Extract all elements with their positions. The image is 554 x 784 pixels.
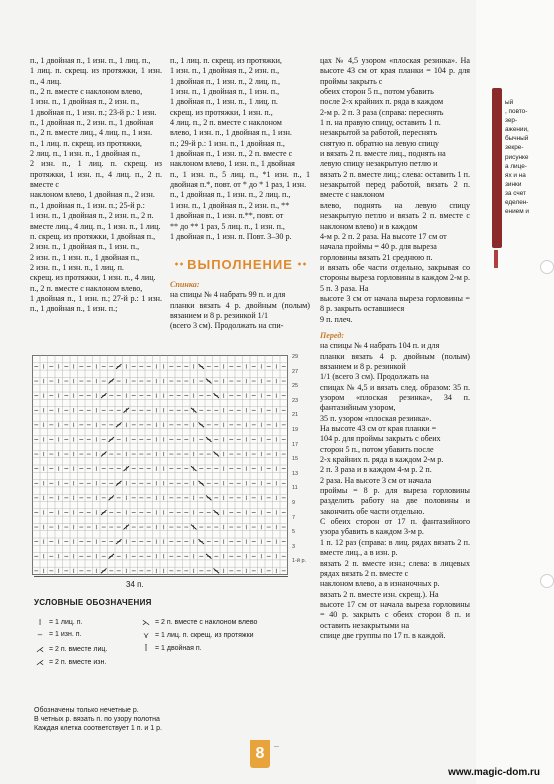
legend-text: = 1 лиц. п. bbox=[49, 619, 83, 626]
text-line: 1 двойная п., 1 изн. п., 2 п. вместе с bbox=[170, 149, 293, 159]
text-line: после 2-х крайних п. ряда в каждом bbox=[320, 97, 444, 107]
row-number-label: 25 bbox=[292, 383, 299, 390]
text-line: С обеих сторон от 17 п. фантазийного узора убавить в каждом 3-м р. bbox=[320, 517, 470, 537]
legend-symbol-icon: ⋎ bbox=[143, 631, 149, 640]
text-line: п. скрещ. из протяжки, 1 двойная п., bbox=[30, 231, 156, 241]
text-line: 1 изн. п., 1 двойная п., 2 изн. п., 2 п. bbox=[30, 211, 154, 221]
row-number-label: 15 bbox=[292, 456, 299, 463]
text-line: скрещ. из протяжки, 1 изн. п., bbox=[170, 107, 273, 117]
instructions-column-2 bbox=[170, 56, 310, 242]
text-line: 2-х крайних п. ряда в каждом 2-м р. bbox=[320, 455, 444, 465]
legend-symbol-icon: – bbox=[37, 630, 43, 639]
legend-text: = 2 п. вместе лиц. bbox=[49, 646, 108, 653]
text-line: обеих сторон 5 п., потом убавить bbox=[320, 87, 434, 97]
text-line: сторон 5 п., потом убавить после bbox=[320, 444, 434, 454]
text-line: 2 изн. п., 1 изн. п., 1 лиц. п. bbox=[30, 262, 124, 272]
legend-item bbox=[34, 645, 107, 654]
text-line: вязать 2 п. вместе лиц.; слева: оставить 1 п. незакрытой перед работой, вязать 2 п. вместе с наклоном bbox=[320, 169, 470, 200]
binder-hole-bottom bbox=[540, 574, 554, 588]
row-number-label: 29 bbox=[292, 354, 299, 360]
text-line: ** до ** 1 раз, 5 лиц. п., 1 изн. п., bbox=[170, 221, 285, 231]
text-line: 35 п. узором «плоская резинка». bbox=[320, 413, 432, 423]
text-line: проймы = 8 р. для выреза горловины разделить работу на две половины и закончить обе части отдельно. bbox=[320, 486, 470, 516]
adjacent-text-line: зекре- bbox=[505, 144, 524, 152]
text-line: п., 1 двойная п., 2 изн. п., 1 двойная bbox=[30, 118, 154, 128]
text-line: п., 2 п. вместе с наклоном влево, bbox=[30, 283, 143, 293]
text-line: горловины вязать 21 среднюю п. bbox=[320, 252, 433, 262]
legend-item bbox=[34, 658, 106, 667]
legend-item bbox=[140, 644, 202, 653]
row-number-label: 9 bbox=[292, 500, 296, 506]
text-line: п., 1 двойная п., 1 изн. п.; 25-й р.: bbox=[30, 200, 145, 210]
adjacent-text-line: ый bbox=[505, 99, 514, 106]
text-line: 1 двойная п., 1 изн. п.; 27-й р.: 1 изн. п., 1 двойная п., 1 изн. п.; bbox=[30, 293, 162, 314]
legend-text: = 1 лиц. п. скрещ. из протяжки bbox=[155, 632, 254, 639]
text-line: 2 п. 3 раза и в каждом 4-м р. 2 п. bbox=[320, 465, 432, 475]
text-line: 1 п. на правую спицу, оставить 1 п. bbox=[320, 118, 441, 128]
text-line: 104 р. для проймы закрыть с обеих bbox=[320, 434, 441, 444]
text-line: влево, поднять на левую спицу незакрытую петлю и вязать 2 п. вместе с наклоном влево) и в каждом bbox=[320, 200, 470, 231]
text-line: 1 изн. п., 1 двойная п., 2 изн. п., bbox=[170, 66, 280, 76]
front-title: Перед: bbox=[320, 330, 345, 340]
legend-symbol-icon: ǀ bbox=[38, 618, 42, 627]
legend-note: Каждая клетка соответствует 1 п. и 1 р. bbox=[34, 725, 162, 732]
adjacent-text-line: а лице- bbox=[505, 162, 527, 170]
text-line: п., 1 изн. п., 5 лиц. п., *1 изн. п., 1 двойная п.*, повт. от * до * 1 раз, 1 изн. bbox=[170, 169, 310, 190]
legend-title: УСЛОВНЫЕ ОБОЗНАЧЕНИЯ bbox=[34, 598, 152, 607]
text-line: 1 двойная п., 1 изн. п.; 23-й р.: 1 изн. bbox=[30, 107, 157, 117]
adjacent-text-line: , повто- bbox=[505, 108, 528, 116]
text-line: наклоном влево, 1 двойная п., 2 изн. bbox=[30, 190, 155, 200]
row-number-label: 19 bbox=[292, 427, 299, 433]
text-line: 1 двойная п., 1 изн. п. Повт. 3–30 р. bbox=[170, 231, 292, 241]
adjacent-text-line: ажении, bbox=[505, 126, 529, 134]
text-line: цах № 4,5 узором «плоская резинка». На высоте 43 см от края планки = 104 р. для проймы закрыть с bbox=[320, 56, 470, 86]
legend-symbol-icon: ⋌ bbox=[36, 658, 44, 667]
text-line: 1 п. 12 раз (справа: в лиц. рядах вязать 2 п. вместе лиц., а в изн. р. bbox=[320, 537, 470, 558]
text-line: наклоном влево, а в изнаночных р. bbox=[320, 579, 440, 589]
text-line: вязать 2 п. вместе изн.; слева: в лицевых рядах вязать 2 п. вместе с bbox=[320, 558, 470, 578]
legend-symbol-icon: Ī bbox=[144, 644, 148, 653]
adjacent-text-line: ением и bbox=[505, 208, 529, 216]
text-line: п., 1 двойная п., 1 изн. п., 2 лиц. п., bbox=[170, 190, 291, 200]
instructions-column-1 bbox=[30, 56, 162, 315]
text-line: и вязать 2 п. вместе лиц., поднять на bbox=[320, 149, 446, 159]
row-number-label: 11 bbox=[292, 485, 298, 492]
knitting-chart bbox=[32, 355, 288, 575]
text-line: 2 раза. На высоте 3 см от начала bbox=[320, 475, 432, 485]
legend-note: В четных р. вязать п. по узору полотна bbox=[34, 716, 160, 723]
text-line: и вязать обе части отдельно, закрывая со стороны выреза горловины в каждом 2-м р. 5 п. 3 раза. На bbox=[320, 262, 470, 293]
chart-grid bbox=[32, 355, 288, 575]
row-number-label: 17 bbox=[292, 441, 299, 448]
text-line: п., 2 п. вместе лиц., 4 лиц. п., 1 изн. bbox=[30, 128, 153, 138]
legend-text: = 1 двойная п. bbox=[155, 645, 202, 652]
text-line: начала проймы = 40 р. для выреза bbox=[320, 242, 437, 252]
text-line: скрещ. из протяжки, 1 изн. п., 4 лиц. bbox=[30, 273, 156, 283]
adjacent-text-line: бычный bbox=[505, 135, 529, 143]
chart-width-line bbox=[34, 576, 288, 577]
row-number-label: 23 bbox=[292, 397, 299, 404]
text-line: п., 1 лиц. п. скрещ. из протяжки, bbox=[170, 56, 282, 65]
adjacent-page-bar bbox=[492, 88, 502, 248]
chart-stitch-count: 34 п. bbox=[126, 580, 144, 589]
legend-item bbox=[34, 630, 81, 639]
chart-svg bbox=[32, 355, 288, 575]
text-line: планки вязать 4 р. двойным (полым) вязанием и 8 р. резинкой 1/1 bbox=[170, 300, 310, 321]
text-line: 1/1 (всего 3 см). Продолжать на bbox=[320, 372, 429, 382]
row-number-label: 21 bbox=[292, 412, 299, 419]
instructions-column-3 bbox=[320, 56, 470, 641]
text-line: 2 изн. п., 1 изн. п., 1 двойная п., bbox=[30, 252, 140, 262]
adjacent-text-line: за счет bbox=[505, 189, 526, 197]
row-number-label: 7 bbox=[292, 514, 296, 521]
text-line: (всего 3 см). Продолжать на спи- bbox=[170, 321, 284, 331]
row-number-label: 1-й р. bbox=[292, 558, 307, 565]
text-line: 1 изн. п., 1 двойная п., 2 изн. п., bbox=[30, 97, 140, 107]
text-line: высоте 17 см от начала выреза горловины = 40 р. закрыть с обеих сторон 8 п. и оставить незакрытыми на bbox=[320, 599, 470, 630]
legend-item bbox=[140, 631, 254, 640]
back-instructions bbox=[170, 280, 310, 332]
binder-hole-top bbox=[540, 260, 554, 274]
adjacent-text-line: зинки bbox=[505, 180, 522, 188]
text-line: 1 двойная п., 1 изн. п.**, повт. от bbox=[170, 211, 284, 221]
text-line: на спицы № 4 набрать 99 п. и для bbox=[170, 290, 286, 300]
text-line: 1 двойная п., 1 изн. п., 2 лиц. п., bbox=[170, 76, 280, 86]
text-line: вместе лиц., 4 лиц. п., 1 изн. п., 1 лиц. bbox=[30, 221, 161, 231]
text-line: 1 лиц. п. скрещ. из протяжки, 1 изн. п., 4 лиц. bbox=[30, 66, 162, 86]
legend-text: = 2 п. вместе с наклоном влево bbox=[155, 619, 258, 626]
legend-item bbox=[34, 618, 83, 627]
text-line: высоте 3 см от начала выреза горловины = 8 р. закрыть оставшиеся bbox=[320, 293, 470, 314]
text-line: п., 2 п. вместе с наклоном влево, bbox=[30, 87, 143, 97]
site-watermark: www.magic-dom.ru bbox=[448, 767, 540, 778]
text-line: 4-м р. 2 п. 2 раза. На высоте 17 см от bbox=[320, 231, 447, 241]
text-line: спицах № 4,5 и вязать след. образом: 35 п. узором «плоская резинка», 34 п. фантазийным узором, bbox=[320, 382, 470, 413]
text-line: 1 изн. п., 1 двойная п., 1 изн. п., bbox=[170, 87, 280, 97]
legend-text: = 2 п. вместе изн. bbox=[49, 659, 107, 666]
adjacent-page-text bbox=[505, 98, 553, 216]
text-line: вязать 2 п. вместе изн. скрещ.). На bbox=[320, 589, 439, 599]
adjacent-text-line: зер- bbox=[505, 117, 518, 125]
heading-text: ВЫПОЛНЕНИЕ bbox=[187, 256, 293, 272]
back-title: Спинка: bbox=[170, 280, 200, 289]
legend-symbol-icon: ⋋ bbox=[142, 618, 150, 627]
text-line: на спицы № 4 набрать 104 п. и для bbox=[320, 341, 440, 351]
row-number-label: 13 bbox=[292, 470, 299, 477]
legend-item bbox=[140, 618, 257, 627]
row-number-label: 5 bbox=[292, 529, 296, 536]
text-line: п., 1 лиц. п. скрещ. из протяжки, bbox=[30, 138, 142, 148]
text-line: влево, 1 изн. п., 1 двойная п., 1 изн. bbox=[170, 128, 292, 138]
row-number-label: 27 bbox=[292, 368, 299, 375]
legend-symbol-icon: ⋌ bbox=[36, 645, 44, 654]
text-line: 2-м р. 2 п. 3 раза (справа: переснять bbox=[320, 107, 444, 117]
dots-decoration-left bbox=[174, 262, 183, 266]
text-line: 9 п. плеч. bbox=[320, 314, 353, 324]
text-line: 1 двойная п., 1 изн. п., 1 лиц. п. bbox=[170, 97, 278, 107]
text-line: незакрытой за работой, переснять bbox=[320, 128, 438, 138]
row-number-label: 3 bbox=[292, 543, 296, 550]
adjacent-text-line: ях и на bbox=[505, 171, 526, 179]
legend-text: = 1 изн. п. bbox=[49, 631, 82, 638]
dots-decoration-right bbox=[297, 262, 306, 266]
adjacent-text-line: рисунке bbox=[505, 153, 529, 161]
text-line: левую спицу незакрытую петлю и bbox=[320, 159, 438, 169]
text-line: п.; 29-й р.: 1 изн. п., 1 двойная п., bbox=[170, 138, 285, 148]
back-lines bbox=[170, 290, 310, 331]
text-line: 4 лиц. п., 2 п. вместе с наклоном bbox=[170, 118, 282, 128]
text-line: спице две группы по 17 п. в каждой. bbox=[320, 630, 446, 640]
legend-notes bbox=[34, 706, 162, 733]
page-tab: 8 bbox=[250, 740, 270, 768]
text-line: 1 изн. п., 1 двойная п., 2 изн. п., ** bbox=[170, 200, 290, 210]
adjacent-text-line: еделен- bbox=[505, 199, 529, 207]
adjacent-page-bar-small bbox=[494, 250, 498, 268]
text-line: наклоном влево, 1 изн. п., 1 двойная bbox=[170, 159, 295, 169]
section-heading bbox=[170, 254, 310, 274]
text-line: 2 лиц. п., 1 изн. п., 1 двойная п., bbox=[30, 149, 140, 159]
text-line: 2 изн. п., 1 лиц. п. скрещ. из протяжки, 1 изн. п., 4 лиц. п., 2 п. вместе с bbox=[30, 159, 162, 190]
legend-note: Обозначены только нечетные р. bbox=[34, 707, 139, 714]
text-line: снятую п. обратно на левую спицу bbox=[320, 138, 439, 148]
text-line: п., 1 двойная п., 1 изн. п., 1 лиц. п., bbox=[30, 56, 151, 65]
page-marker: — bbox=[274, 744, 279, 750]
text-line: На высоте 43 см от края планки = bbox=[320, 424, 437, 434]
text-line: планки вязать 4 р. двойным (полым) вязанием и 8 р. резинкой bbox=[320, 351, 470, 371]
text-line: 2 изн. п., 1 двойная п., 1 изн. п., bbox=[30, 242, 140, 252]
